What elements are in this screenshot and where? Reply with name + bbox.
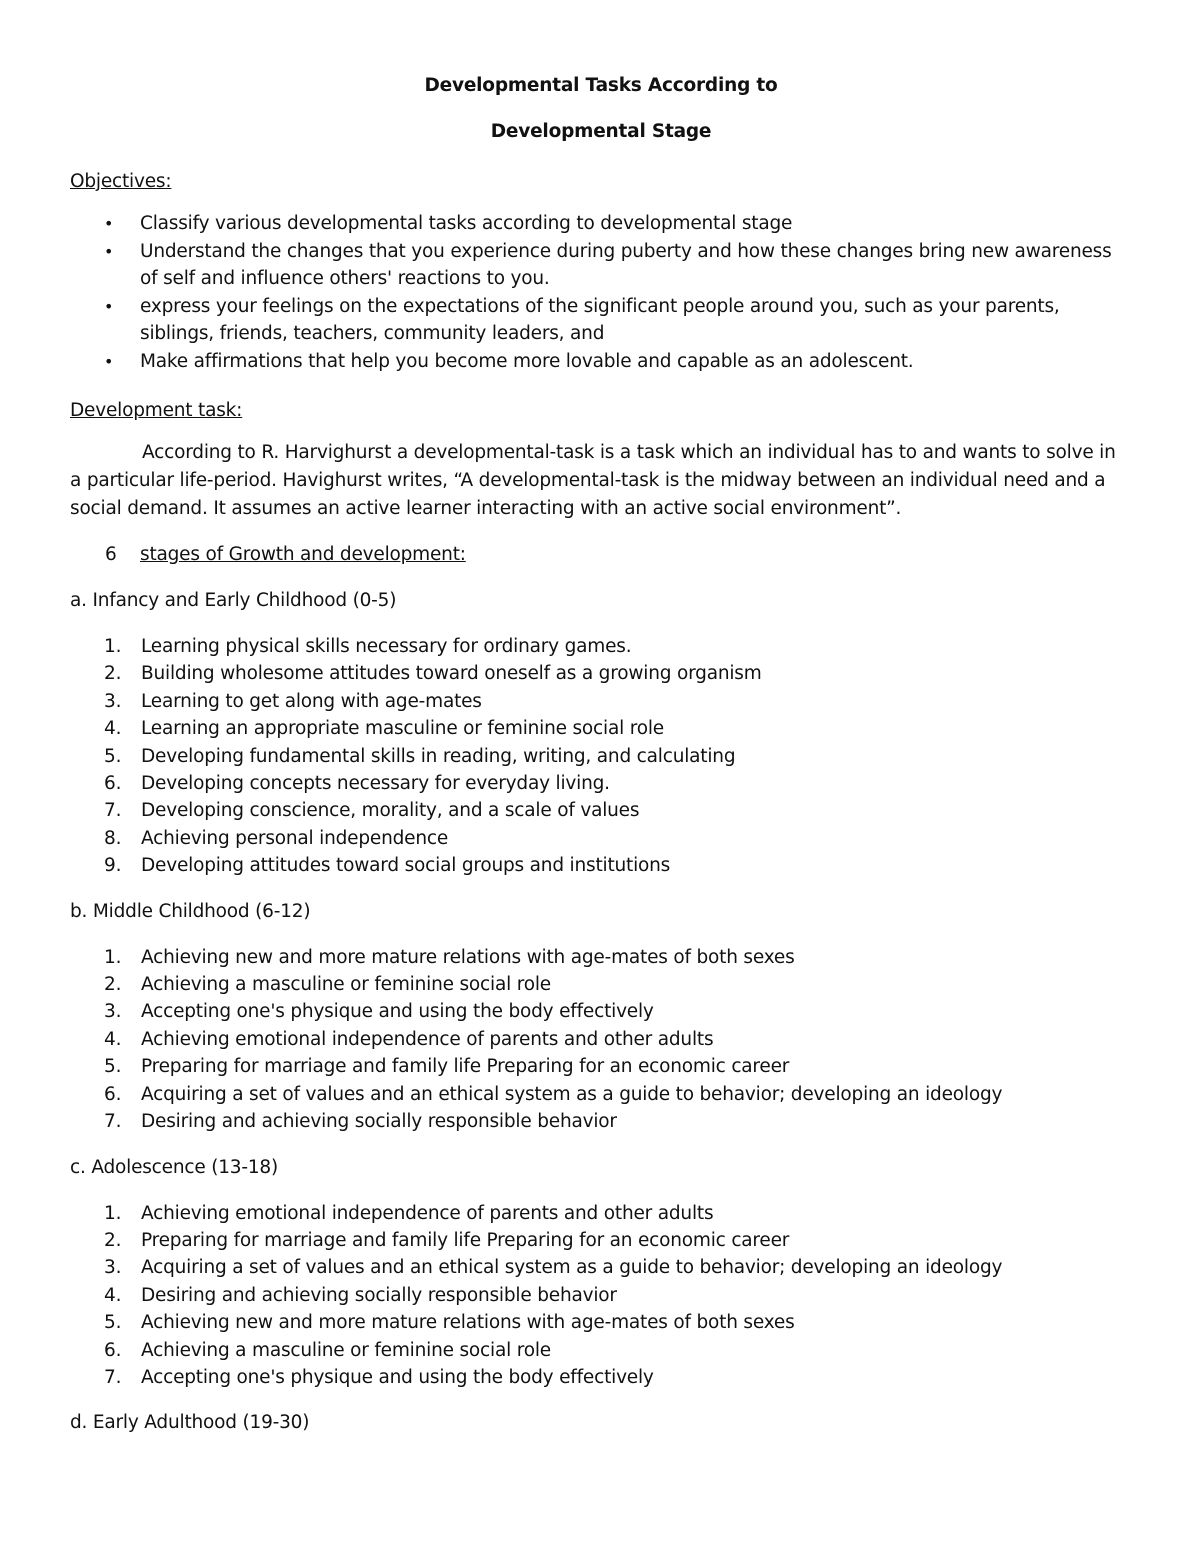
list-item bbox=[70, 1081, 1132, 1108]
objective-item bbox=[70, 348, 1132, 376]
bullet-icon: • bbox=[104, 241, 114, 261]
list-number: 2. bbox=[104, 1229, 122, 1251]
list-item bbox=[70, 633, 1132, 660]
objective-item bbox=[70, 238, 1132, 293]
bullet-icon: • bbox=[104, 351, 114, 371]
list-number: 2. bbox=[104, 663, 122, 685]
list-item bbox=[70, 1282, 1132, 1309]
list-number: 3. bbox=[104, 1001, 122, 1023]
list-item bbox=[70, 1108, 1132, 1135]
list-item-text: Achieving a masculine or feminine social role bbox=[141, 1339, 551, 1361]
list-number: 6. bbox=[104, 1339, 122, 1361]
section-list-infancy bbox=[70, 633, 1132, 880]
list-number: 4. bbox=[104, 718, 122, 740]
list-item bbox=[70, 1364, 1132, 1391]
list-item bbox=[70, 797, 1132, 824]
objective-text: Make affirmations that help you become more lovable and capable as an adolescent. bbox=[140, 350, 914, 372]
objectives-heading: Objectives: bbox=[70, 171, 172, 192]
list-item bbox=[70, 688, 1132, 715]
section-title-early-adulthood: d. Early Adulthood (19-30) bbox=[70, 1412, 310, 1434]
section-title-adolescence: c. Adolescence (13-18) bbox=[70, 1156, 278, 1178]
list-item bbox=[70, 1053, 1132, 1080]
list-number: 6. bbox=[104, 1083, 122, 1105]
list-number: 3. bbox=[104, 690, 122, 712]
objective-text: Classify various developmental tasks according to developmental stage bbox=[140, 213, 793, 234]
list-item-text: Desiring and achieving socially responsible behavior bbox=[141, 1284, 617, 1306]
section-list-middle-childhood bbox=[70, 944, 1132, 1136]
list-item-text: Preparing for marriage and family life Preparing for an economic career bbox=[141, 1229, 790, 1251]
document-title-line-2: Developmental Stage bbox=[490, 121, 712, 142]
list-item bbox=[70, 1227, 1132, 1254]
development-task-heading: Development task: bbox=[70, 400, 243, 421]
section-title-middle-childhood: b. Middle Childhood (6-12) bbox=[70, 900, 311, 922]
list-item-text: Achieving a masculine or feminine social role bbox=[141, 974, 551, 996]
list-item-text: Learning to get along with age-mates bbox=[141, 690, 482, 712]
list-number: 1. bbox=[104, 1202, 122, 1224]
list-item-text: Preparing for marriage and family life Preparing for an economic career bbox=[141, 1056, 790, 1078]
list-item-text: Learning physical skills necessary for ordinary games. bbox=[141, 636, 632, 657]
list-item bbox=[70, 770, 1132, 797]
list-item bbox=[70, 1254, 1132, 1281]
list-number: 2. bbox=[104, 974, 122, 996]
bullet-icon: • bbox=[104, 214, 114, 233]
list-item-text: Developing attitudes toward social groups and institutions bbox=[141, 855, 671, 877]
document-title-line-1: Developmental Tasks According to bbox=[424, 75, 778, 96]
objective-text: Understand the changes that you experience during puberty and how these changes bring new awareness of self and influence others' reactions to you. bbox=[140, 240, 1112, 289]
list-number: 8. bbox=[104, 827, 122, 849]
list-item-text: Achieving emotional independence of parents and other adults bbox=[141, 1202, 714, 1224]
list-item-text: Developing concepts necessary for everyday living. bbox=[141, 773, 610, 795]
document-page bbox=[70, 72, 1132, 1437]
list-number: 6. bbox=[104, 773, 122, 795]
list-number: 4. bbox=[104, 1284, 122, 1306]
objective-item bbox=[70, 293, 1132, 348]
list-item-text: Achieving emotional independence of parents and other adults bbox=[141, 1028, 714, 1050]
list-item-text: Achieving new and more mature relations with age-mates of both sexes bbox=[141, 1312, 795, 1334]
list-item-text: Accepting one's physique and using the body effectively bbox=[141, 1001, 654, 1023]
stages-label-text: stages of Growth and development: bbox=[140, 544, 466, 565]
list-item bbox=[70, 660, 1132, 687]
list-item bbox=[70, 1337, 1132, 1364]
objectives-list bbox=[70, 210, 1132, 375]
list-item bbox=[70, 971, 1132, 998]
list-item-text: Developing fundamental skills in reading, writing, and calculating bbox=[141, 745, 736, 767]
list-item-text: Accepting one's physique and using the body effectively bbox=[141, 1366, 654, 1388]
list-item-text: Achieving personal independence bbox=[141, 827, 448, 849]
list-number: 5. bbox=[104, 745, 122, 767]
list-item-text: Desiring and achieving socially responsible behavior bbox=[141, 1111, 617, 1133]
list-item-text: Acquiring a set of values and an ethical system as a guide to behavior; developing an ideology bbox=[141, 1083, 1003, 1105]
list-item-text: Acquiring a set of values and an ethical system as a guide to behavior; developing an ideology bbox=[141, 1257, 1003, 1279]
objective-text: express your feelings on the expectations of the significant people around you, such as your parents, siblings, friends, teachers, community leaders, and bbox=[140, 295, 1060, 344]
list-item bbox=[70, 743, 1132, 770]
bullet-icon: • bbox=[104, 296, 114, 316]
list-item bbox=[70, 1026, 1132, 1053]
list-number: 5. bbox=[104, 1056, 122, 1078]
list-number: 7. bbox=[104, 1111, 122, 1133]
list-item bbox=[70, 715, 1132, 742]
list-number: 1. bbox=[104, 946, 122, 968]
list-number: 4. bbox=[104, 1028, 122, 1050]
stages-label bbox=[70, 541, 1132, 569]
section-list-adolescence bbox=[70, 1200, 1132, 1392]
list-item-text: Developing conscience, morality, and a scale of values bbox=[141, 800, 640, 822]
list-item-text: Building wholesome attitudes toward oneself as a growing organism bbox=[141, 663, 762, 685]
development-task-paragraph: According to R. Harvighurst a developmental-task is a task which an individual has to and wants to solve in a particular life-period. Havighurst writes, “A developmental-task is the midway between an individual need and a social demand. It assumes an active learner interacting with an active social environment”. bbox=[70, 442, 1116, 519]
list-number: 3. bbox=[104, 1257, 122, 1279]
list-number: 7. bbox=[104, 800, 122, 822]
list-item bbox=[70, 825, 1132, 852]
list-item bbox=[70, 1200, 1132, 1227]
list-number: 7. bbox=[104, 1366, 122, 1388]
list-item bbox=[70, 944, 1132, 971]
list-number: 5. bbox=[104, 1312, 122, 1334]
list-item bbox=[70, 998, 1132, 1025]
list-number: 1. bbox=[104, 636, 122, 657]
stages-count: 6 bbox=[105, 544, 117, 565]
objective-item bbox=[70, 210, 1132, 238]
list-item bbox=[70, 852, 1132, 879]
list-item bbox=[70, 1309, 1132, 1336]
list-item-text: Achieving new and more mature relations with age-mates of both sexes bbox=[141, 946, 795, 968]
section-title-infancy: a. Infancy and Early Childhood (0-5) bbox=[70, 590, 397, 611]
list-number: 9. bbox=[104, 855, 122, 877]
list-item-text: Learning an appropriate masculine or feminine social role bbox=[141, 718, 664, 740]
